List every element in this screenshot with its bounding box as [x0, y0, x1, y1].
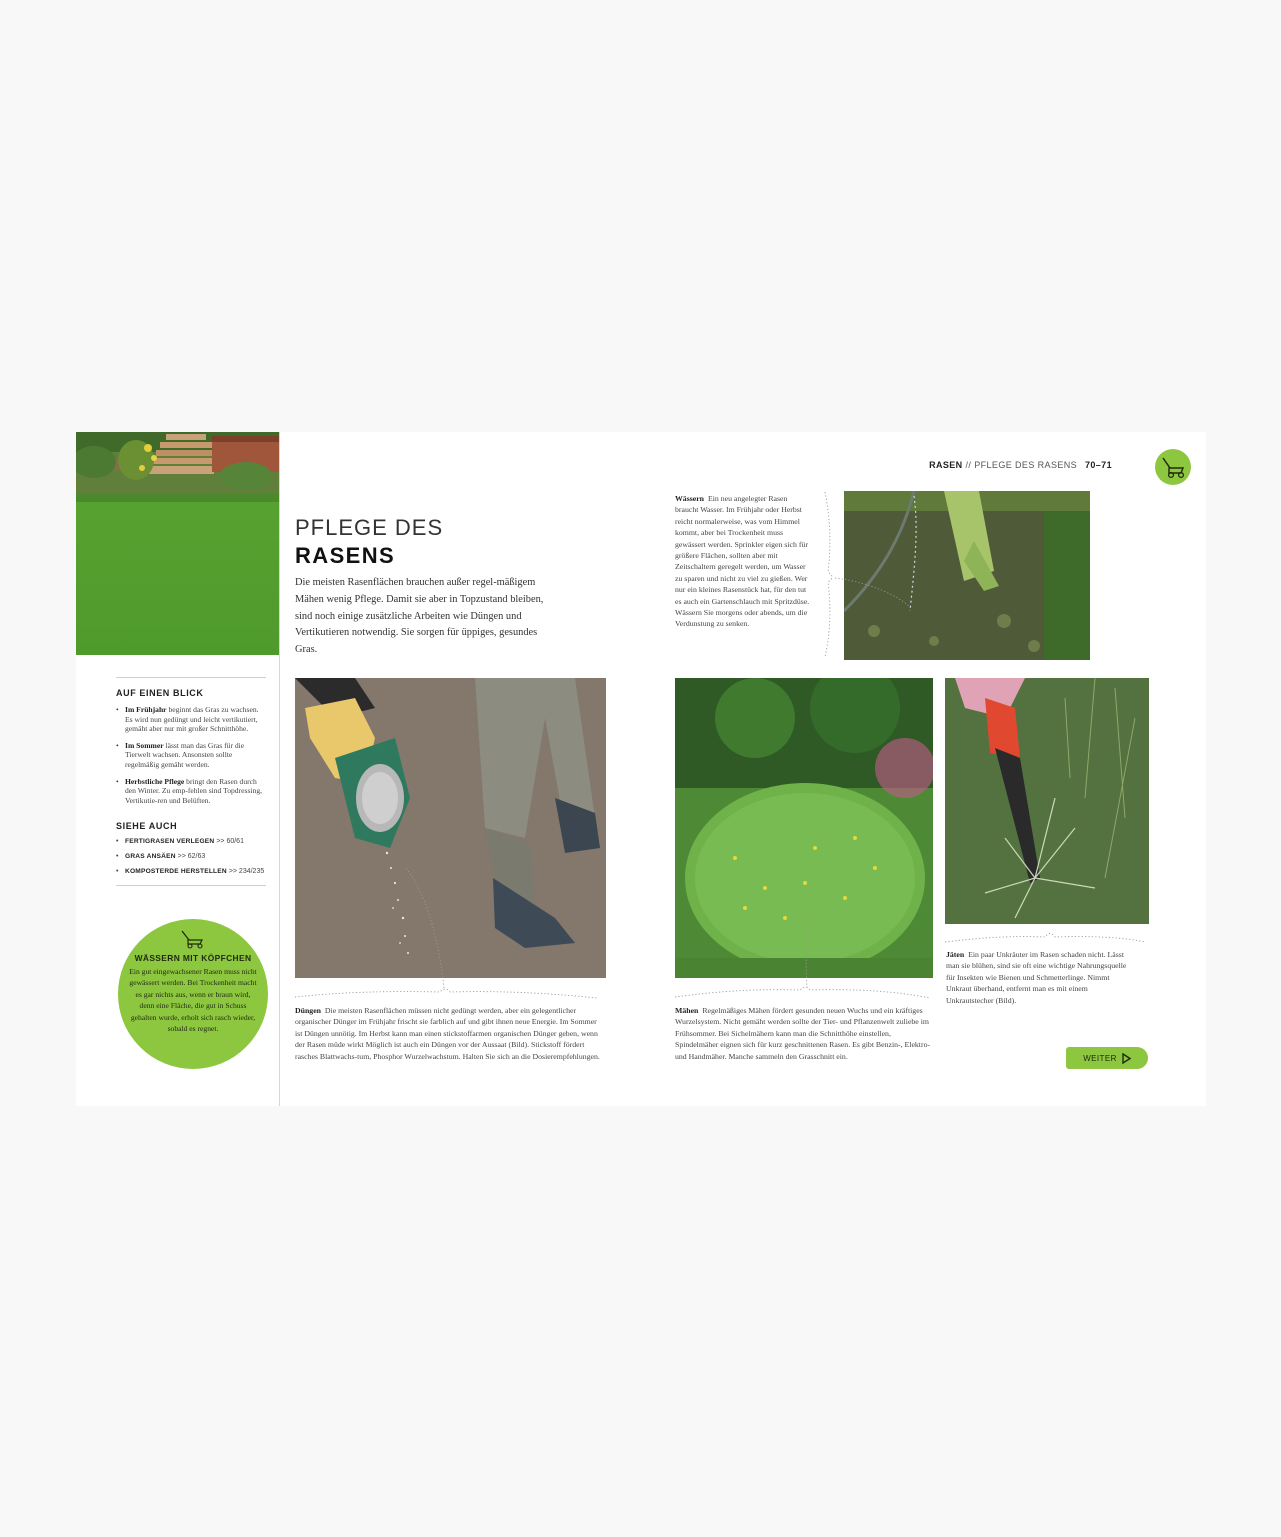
glance-bullet	[116, 705, 266, 734]
caption-lead: Jäten	[946, 950, 965, 959]
lawn-mower-icon	[180, 929, 206, 949]
caption-text: Regelmäßiges Mähen fördert gesunden neuen Wuchs und ein kräftiges Wurzelsystem. Nicht gemäht werden sollte der Tier- und Pflanzenwelt zuliebe im Frühsommer. Bei Sichelmähern kann man die Schnitthöhe einstellen, Spindelmäher eignen sich für kurz geschnittenen Rasen. Es gibt Benzin-, Elektro- und Handmäher. Manche sammeln den Grasschnitt ein.	[675, 1006, 931, 1061]
caption-watering	[675, 493, 810, 630]
at-a-glance-box	[116, 677, 266, 886]
tip-text: Ein gut eingewachsener Rasen muss nicht gewässert werden. Bei Trockenheit macht es gar nichts aus, wenn er braun wird, denn eine Fläche, die gut in Schuss gehalten wurde, erholt sich rasch wieder, sobald es regnet.	[129, 967, 257, 1034]
glance-bullet-lead: Herbstliche Pflege	[125, 776, 185, 786]
caption-mowing	[675, 1005, 931, 1062]
book-spread	[76, 432, 1206, 1106]
divider	[116, 885, 266, 886]
glance-bullet	[116, 777, 266, 806]
intro-text: Die meisten Rasenflächen brauchen außer regel-mäßigem Mähen wenig Pflege. Damit sie aber in Topzustand bleiben, sind noch einige zusätzliche Arbeiten wie Düngen und Vertikutieren notwendig. Sie sorgen für üppiges, gesundes Gras.	[295, 577, 544, 656]
glance-bullet-text: bringt den Rasen durch den Winter. Zu emp-fehlen sind Topdressing, Vertikutie-ren und Belüften.	[125, 776, 263, 805]
caption-weeding	[946, 949, 1136, 1006]
see-also-heading: SIEHE AUCH	[116, 821, 178, 832]
see-also-pages: >> 60/61	[216, 838, 244, 846]
caption-text: Die meisten Rasenflächen müssen nicht gedüngt werden, aber ein gelegentlicher organischer Dünger im Frühjahr frischt sie farblich auf und gibt ihnen neue Energie. Im Sommer ist Düngen unnötig. Im Herbst kann man einen stickstoffarmen organischen Dünger geben, wenn der Rasen müde wirkt Möglich ist auch ein Düngen vor der Aussaat (Bild). Stickstoff fördert rasches Blattwachs-tum, Phosphor Wurzelwachstum. Halten Sie sich an die Dosierempfehlungen.	[295, 1006, 600, 1061]
caption-lead: Wässern	[675, 494, 705, 503]
tip-title: WÄSSERN MIT KÖPFCHEN	[134, 953, 252, 963]
see-also-label: GRAS ANSÄEN	[125, 853, 176, 861]
see-also-label: FERTIGRASEN VERLEGEN	[125, 838, 215, 846]
see-also-label: KOMPOSTERDE HERSTELLEN	[125, 868, 227, 876]
caption-text: Ein paar Unkräuter im Rasen schaden nicht. Lässt man sie blühen, sind sie oft eine wichtige Nahrungsquelle für Insekten wie Bienen und Schmetterlinge. Nimmt Unkraut überhand, entfernt man es mit einem Unkrautstecher (Bild).	[946, 950, 1127, 1005]
tip-circle	[118, 919, 268, 1069]
caption-text: Ein neu angelegter Rasen braucht Wasser. Im Frühjahr oder Herbst reicht normalerweise, was vom Himmel kommt, aber bei Trockenheit muss gewässert werden. Sprinkler eigen sich für größere Flächen, sollten aber mit Zeitschaltern geregelt werden, um Wasser zu sparen und nicht zu viel zu gießen. Wer nur ein kleines Rasenstück hat, für den tut es auch ein Gartenschlauch mit Spritzdüse. Wässern Sie morgens oder abends, um die Verdunstung zu senken.	[675, 494, 810, 629]
see-also-pages: >> 234/235	[228, 868, 265, 876]
sidebar	[76, 432, 280, 1106]
caption-fertilizing	[295, 1005, 600, 1062]
page-title-line2: RASENS	[295, 543, 396, 568]
glance-bullet-text: lässt man das Gras für die Tierwelt wachsen. Ansonsten sollte regelmäßig gemäht werden.	[125, 740, 245, 769]
see-also-link[interactable]	[116, 838, 266, 845]
glance-bullet	[116, 741, 266, 770]
caption-lead: Düngen	[295, 1006, 321, 1015]
page-numbers: 70–71	[1084, 460, 1112, 470]
see-also-link[interactable]	[116, 868, 266, 875]
glance-bullet-lead: Im Frühjahr	[125, 705, 167, 714]
glance-bullet-text: beginnt das Gras zu wachsen. Es wird nun gedüngt und leicht vertikutiert, gemäht aber nur mit großer Schnitthöhe.	[125, 705, 259, 734]
glance-bullet-lead: Im Sommer	[125, 740, 164, 750]
next-page-button[interactable]	[1066, 1047, 1148, 1069]
see-also-link[interactable]	[116, 853, 266, 860]
page-title-line1: PFLEGE DES	[295, 515, 444, 540]
see-also-pages: >> 62/63	[177, 853, 206, 861]
main-content	[280, 432, 1206, 1106]
caption-lead: Mähen	[675, 1006, 699, 1015]
at-a-glance-heading: AUF EINEN BLICK	[116, 688, 204, 698]
see-also-section	[116, 821, 266, 886]
next-arrow-icon	[1122, 1053, 1131, 1064]
garden-lawn-photo	[76, 432, 279, 655]
header-separator: //	[965, 460, 972, 470]
next-page-label: WEITER	[1083, 1053, 1117, 1063]
header-topic: PFLEGE DES RASENS	[974, 460, 1078, 470]
header-section: RASEN	[929, 460, 963, 470]
